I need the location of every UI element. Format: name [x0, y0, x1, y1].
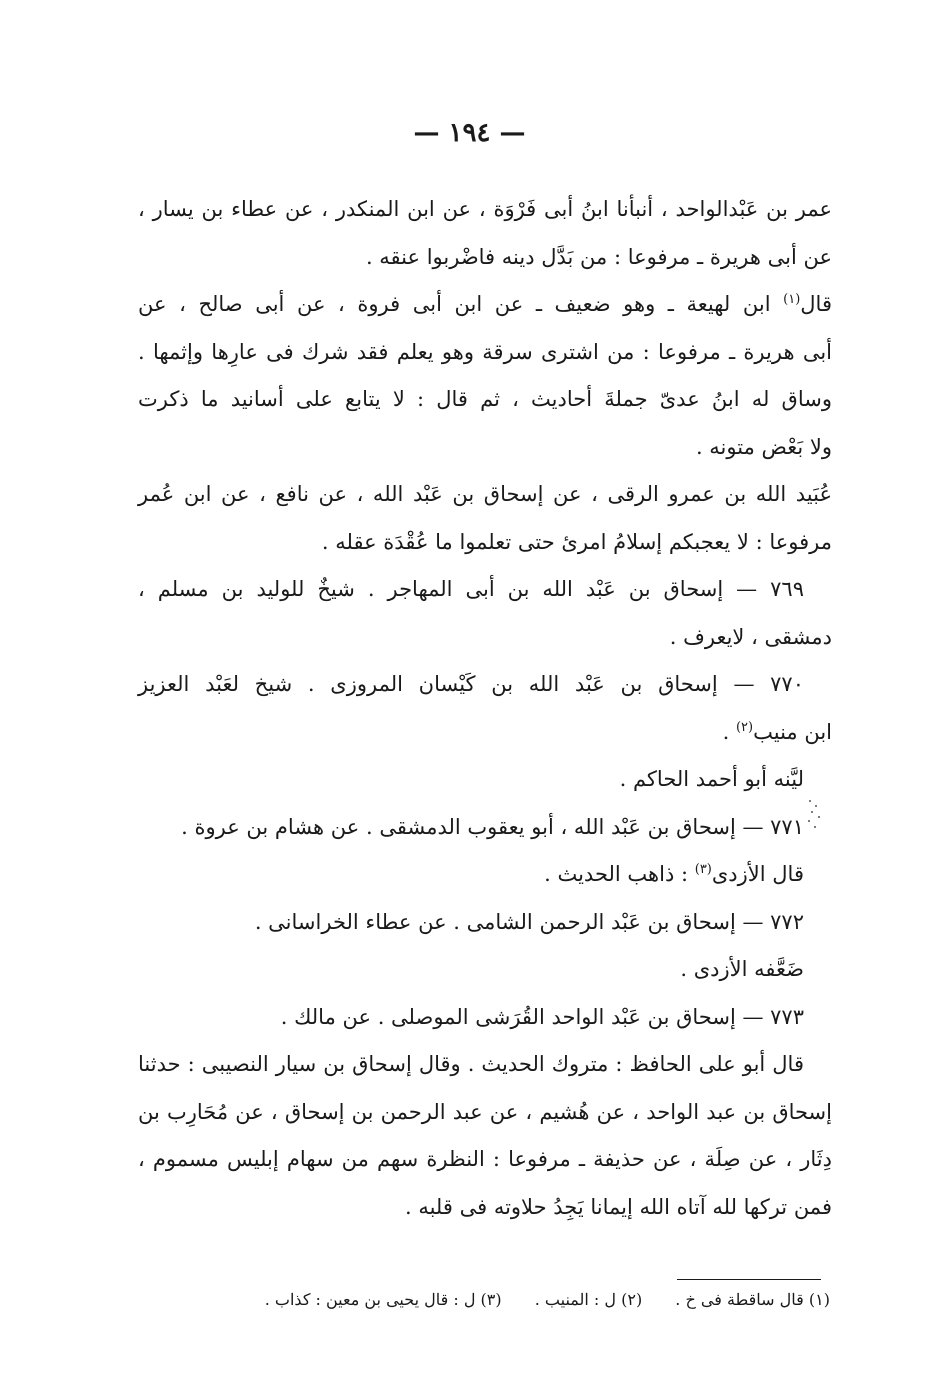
- text-line: دمشقى ، لايعرف .: [669, 624, 832, 649]
- text-line: مرفوعا : لا يعجبكم إسلامُ امرئ حتى تعلموا ما عُقْدَة عقله .: [321, 529, 832, 554]
- text-line: إسحاق بن عبد الواحد ، عن هُشيم ، عن عبد الرحمن بن إسحاق ، عن مُحَارِب بن: [138, 1099, 832, 1124]
- text-line: دِثَار ، عن صِلَة ، عن حذيفة ـ مرفوعا : النظرة سهم من سهام إبليس مسموم ،: [138, 1147, 832, 1171]
- page-number: — ١٩٤ —: [413, 118, 526, 148]
- text-segment: قال الأزدى: [711, 862, 804, 886]
- entry-line: ٧٧١ — إسحاق بن عَبْد الله ، أبو يعقوب الدمشقى . عن هشام بن عروة .: [181, 814, 804, 839]
- text-line: [138, 281, 832, 329]
- text-line: أبى هريرة ـ مرفوعا : من اشترى سرقة وهو يعلم فقد شرك فى عارِها وإثمها .: [138, 339, 832, 364]
- entry-line: ٧٧٢ — إسحاق بن عَبْد الرحمن الشامى . عن عطاء الخراسانى .: [254, 909, 804, 934]
- text-line: ليَّنه أبو أحمد الحاكم .: [619, 767, 804, 791]
- footnote-2: (٢) ل : المنيب .: [534, 1290, 643, 1309]
- text-line: [138, 709, 832, 757]
- text-line: ضَعَّفه الأزدى .: [680, 957, 804, 981]
- text-segment: ابن منيب: [753, 719, 832, 744]
- footnotes: [140, 1290, 830, 1309]
- footnote-mark: (١): [783, 292, 801, 307]
- footnote-1: (١) قال ساقطة فى خ .: [675, 1290, 830, 1309]
- text-line: قال أبو على الحافظ : متروك الحديث . وقال إسحاق بن سيار النصيبى : حدثنا: [138, 1052, 804, 1076]
- footnote-3: (٣) ل : قال يحيى بن معين : كذاب .: [264, 1290, 502, 1309]
- text-segment: : ذاهب الحديث .: [544, 862, 689, 886]
- scan-speckle: [805, 796, 835, 836]
- footnote-divider: [677, 1279, 821, 1280]
- text-line: عن أبى هريرة ـ مرفوعا : من بَدَّل دينه فاضْربوا عنقه .: [365, 244, 832, 269]
- text-segment: .: [722, 719, 730, 744]
- footnote-mark: (٢): [735, 719, 754, 735]
- text-line: عمر بن عَبْدالواحد ، أنبأنا ابنُ أبى فَرْوَة ، عن ابن المنكدر ، عن عطاء بن يسار ،: [138, 197, 832, 221]
- text-line: وساق له ابنُ عدىّ جملةَ أحاديث ، ثم قال : لا يتابع على أسانيد ما ذكرت: [138, 387, 832, 411]
- page-body: [138, 186, 832, 1231]
- entry-line: ٧٦٩ — إسحاق بن عَبْد الله بن أبى المهاجر . شيخٌ للوليد بن مسلم ،: [138, 577, 804, 601]
- text-line: فمن تركها لله آتاه الله إيمانا يَجِدُ حلاوته فى قلبه .: [404, 1194, 832, 1219]
- text-segment: ابن لهيعة ـ وهو ضعيف ـ عن ابن أبى فروة ، عن أبى صالح ، عن: [138, 292, 771, 316]
- text-line: ولا بَعْض متونه .: [695, 434, 832, 459]
- footnote-mark: (٣): [694, 862, 712, 877]
- entry-line: ٧٧٣ — إسحاق بن عَبْد الواحد القُرَشى الموصلى . عن مالك .: [280, 1004, 804, 1029]
- entry-line: ٧٧٠ — إسحاق بن عَبْد الله بن كَيْسان المروزى . شيخ لعَبْد العزيز: [138, 672, 804, 696]
- text-line: [138, 851, 832, 899]
- text-segment: قال: [800, 292, 832, 316]
- text-line: عُبَيد الله بن عمرو الرقى ، عن إسحاق بن عَبْد الله ، عن نافع ، عن ابن عُمر: [138, 482, 832, 506]
